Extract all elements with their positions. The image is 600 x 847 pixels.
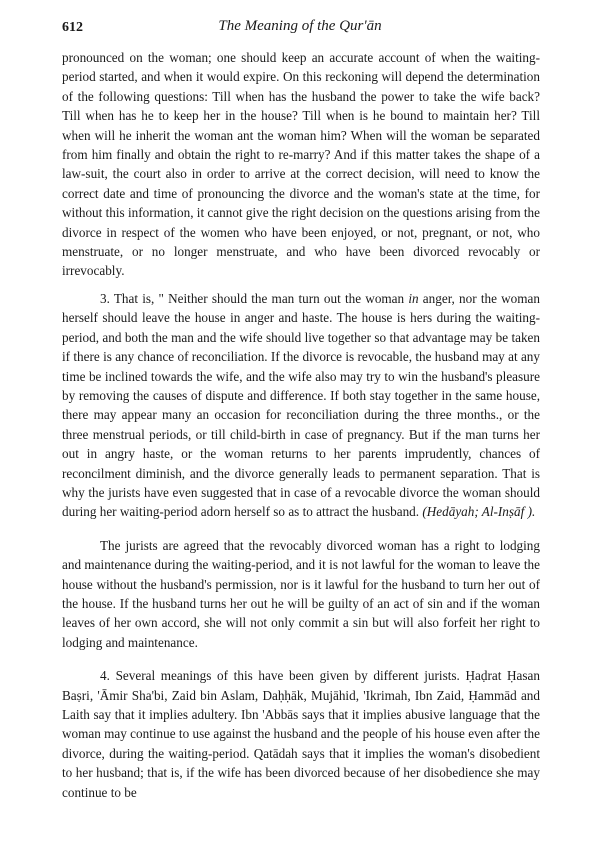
page-header: [0, 18, 600, 42]
paragraph-note-3: [62, 289, 540, 522]
note-3-text-after: anger, nor the woman herself should leave the house in anger and haste. The house is hers during the waiting-period, and both the man and the wife should live together so that advantage may be taken if there is any chance of reconciliation. If the divorce is revocable, the husband may at any time be inclined towards the wife, and the wife also may try to win the husband's pleasure by removing the causes of dispute and difference. If both stay together in the same house, there may appear many an occasion for reconciliation during the three months., or the three menstrual periods, or till child-birth in case of pregnancy. But if the man turns her out in angry haste, or the woman returns to her parents imprudently, chances of reconcilment diminish, and the divorce generally leads to permanent separation. That is why the jurists have even suggested that in case of a revocable divorce the woman should during her waiting-period adorn herself so as to attract the husband.: [62, 290, 540, 520]
running-title: The Meaning of the Qur'ān: [218, 18, 382, 34]
paragraph-jurists: The jurists are agreed that the revocably divorced woman has a right to lodging and maintenance during the waiting-period, and it is not lawful for the woman to leave the house without the husband's permission, nor is it lawful for the husband to turn her out of the house. If the husband turns her out he will be guilty of an act of sin and if the woman leaves of her own accord, she will not only commit a sin but will also forfeit her right to lodging and maintenance.: [62, 537, 540, 650]
note-3-text-before: 3. That is, " Neither should the man turn out the woman: [100, 290, 409, 306]
note-3-citation: (Hedāyah; Al-Inṣāf ).: [422, 504, 536, 520]
paragraph-continuation: pronounced on the woman; one should keep an accurate account of when the waiting-period started, and when it would expire. On this reckoning will depend the determination of the following questions: Till when has the husband the power to take the wife back? Till when has he to keep her in the house? Till when is he bound to maintain her? Till when will he inherit the woman ant the woman him? When will the woman be separated from him finally and obtain the right to re-marry? And if this matter takes the shape of a law-suit, the court also in order to arrive at the correct decision, will need to know the correct date and time of pronouncing the divorce and the woman's state at the time, for without this information, it cannot give the right decision on the questions arising from the divorce in respect of the women who have been enjoyed, or not, pregnant, or not, who menstruate, or no longer menstruate, and who have been divorced revocably or irrevocably.: [62, 50, 540, 279]
paragraph-note-4: 4. Several meanings of this have been given by different jurists. Ḥaḍrat Ḥasan Baṣri, 'Āmir Sha'bi, Zaid bin Aslam, Daḥḥāk, Mujāhid, 'Ikrimah, Ibn Zaid, Ḥammād and Laith say that it implies adultery. Ibn 'Abbās says that it implies abusive language that the woman may continue to use against the husband and the people of his house even after the divorce, during the waiting-period. Qatādah says that it implies the woman's disobedient to her husband; that is, if the wife has been divorced because of her disobedience she may continue to be: [62, 668, 540, 800]
note-3-emphasis: in: [408, 290, 419, 306]
body-text: [62, 48, 540, 802]
page-number: 612: [62, 20, 83, 35]
